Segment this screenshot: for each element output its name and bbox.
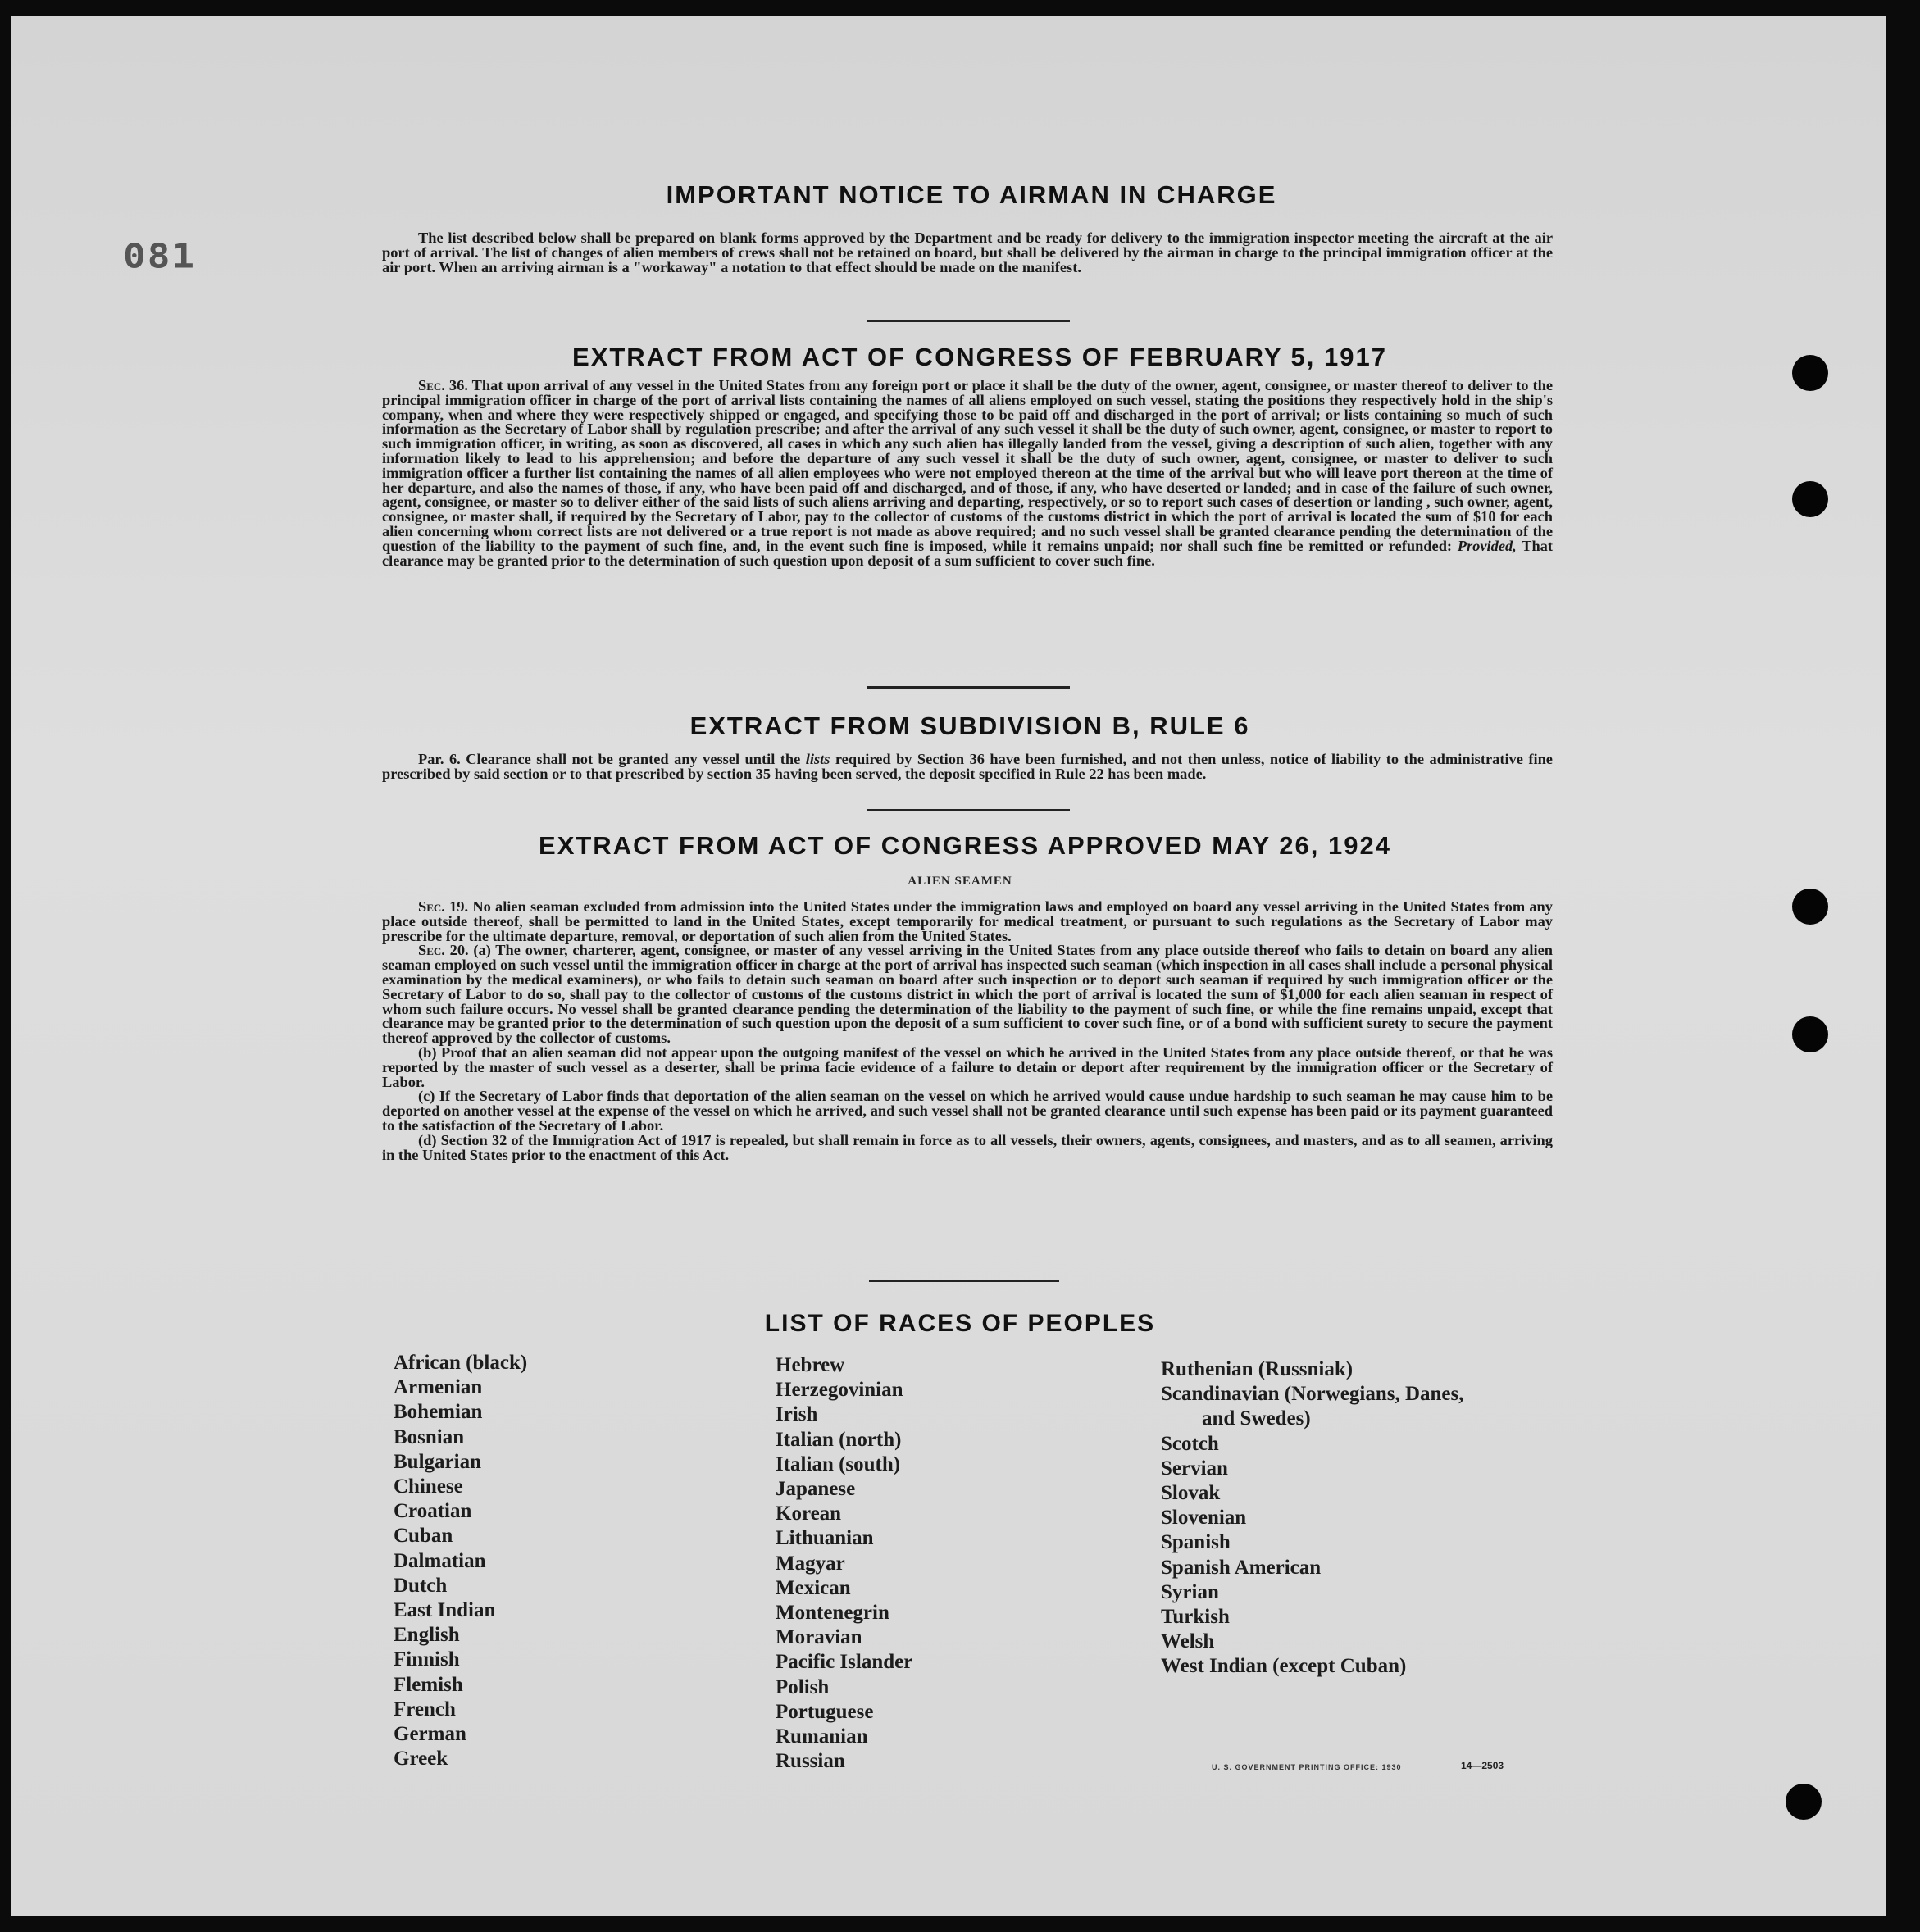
race-item: Korean [776, 1502, 842, 1525]
race-item: Lithuanian [776, 1527, 874, 1550]
divider-4 [869, 1280, 1059, 1282]
race-item: African (black) [394, 1352, 528, 1374]
rule-6-body [382, 752, 1553, 782]
race-item: East Indian [394, 1599, 496, 1622]
races-column-1 [394, 1351, 527, 1771]
binder-hole-3 [1792, 889, 1828, 925]
race-item: Servian [1161, 1457, 1228, 1480]
race-item: Welsh [1161, 1630, 1215, 1653]
race-item: Slovak [1161, 1482, 1221, 1505]
race-item: Magyar [776, 1552, 845, 1575]
race-item: Spanish American [1161, 1556, 1322, 1579]
race-item: Russian [776, 1750, 845, 1773]
rule-6-text-end: required by Section 36 have been furnished, and not then unless, notice of liability to the administrative fine prescribed by said section or to that prescribed by section 35 having been served, the deposit specified in Rule 22 has been made. [382, 751, 1553, 782]
races-column-3 [1161, 1357, 1464, 1680]
race-item: Bulgarian [394, 1450, 481, 1473]
sec-20a-text: (a) The owner, charterer, agent, consignee, or master of any vessel arriving in the United States from any place outside thereof who fails to detain on board any alien seaman employed on such vessel until the immigration officer in charge at the port of arrival has inspected such seaman (which inspection in all cases shall include a personal physical examination by the medical examiners), or who fails to detain such seaman on board after such inspection or to deport such seaman if required by such immigration officer or the Secretary of Labor to do so, shall pay to the collector of customs of the customs district in which the port of arrival is located the sum of $1,000 for each alien seaman in respect of whom such failure occurs. No vessel shall be granted clearance pending the determination of the liability to the payment of such fine, or while the fine remains unpaid, except that clearance may be granted prior to the determination of such question upon the deposit of a sum sufficient to cover such fine, or of a bond with sufficient surety to secure the payment thereof approved by the collector of customs. [382, 942, 1553, 1047]
binder-hole-4 [1792, 1016, 1828, 1052]
provided-word: Provided, [1457, 537, 1517, 554]
race-item: Turkish [1161, 1606, 1230, 1629]
sec-19-paragraph [382, 900, 1553, 943]
race-item: French [394, 1698, 456, 1721]
races-title: LIST OF RACES OF PEOPLES [764, 1310, 1156, 1337]
act-1924-title: EXTRACT FROM ACT OF CONGRESS APPROVED MAY 26, 1924 [539, 831, 1391, 860]
race-item: Croatian [394, 1500, 472, 1523]
sec-20b-paragraph [382, 1043, 1553, 1090]
notice-body [382, 231, 1553, 275]
sec-20b-text: (b) Proof that an alien seaman did not appear upon the outgoing manifest of the vessel on which he arrived in the United States from any place outside thereof, or that he was reported by the master of such vessel as a deserter, shall be prima facie evidence of a failure to detain or deport after requirement by the immigration officer or the Secretary of Labor. [382, 1043, 1553, 1090]
sec-20d-text: (d) Section 32 of the Immigration Act of 1917 is repealed, but shall remain in force as to all vessels, their owners, agents, consignees, and masters, and as to all seamen, arriving in the United States prior to the enactment of this Act. [382, 1131, 1553, 1163]
race-item: Polish [776, 1675, 830, 1698]
margin-annotation: 081 [123, 235, 197, 276]
race-item: English [394, 1624, 460, 1647]
binder-hole-2 [1792, 481, 1828, 517]
race-item: Scandinavian (Norwegians, Danes, [1161, 1383, 1464, 1406]
race-item: Scotch [1161, 1432, 1219, 1455]
sec-36-label: Sec. 36. [418, 377, 468, 393]
notice-text: The list described below shall be prepared on blank forms approved by the Department and be ready for delivery to the immigration inspector meeting the aircraft at the air port of arrival. The list of changes of alien members of crews shall not be retained on board, but shall be delivered by the airman in charge to the principal immigration officer at the air port. When an arriving airman is a "workaway" a notation to that effect should be made on the manifest. [382, 230, 1553, 275]
race-item: Italian (south) [776, 1452, 901, 1475]
alien-seamen-subtitle: ALIEN SEAMEN [908, 875, 1012, 888]
divider-1 [867, 320, 1070, 322]
sec-20a-paragraph [382, 943, 1553, 1046]
binder-hole-5 [1786, 1784, 1822, 1820]
race-item: Slovenian [1161, 1507, 1247, 1530]
race-item: Dalmatian [394, 1549, 486, 1572]
race-item: Ruthenian (Russniak) [1161, 1358, 1354, 1380]
sec-36-text: That upon arrival of any vessel in the United States from any foreign port or place it shall be the duty of the owner, agent, consignee, or master thereof to deliver to the principal immigration officer in charge of the port of arrival lists containing the names of all aliens employed on such vessel, stating the positions they respectively hold in the ship's company, when and where they were respectively shipped or engaged, and specifying those to be paid off and discharged in the port of arrival; or lists containing so much of such information as the Secretary of Labor shall by regulation prescribe; and after the arrival of any such vessel it shall be the duty of such owner, agent, consignee, or master to report to such immigration officer, in writing, as soon as discovered, all cases in which any such alien has illegally landed from the vessel, giving a description of such alien, together with any information likely to lead to his apprehension; and before the departure of any such vessel it shall be the duty of such owner, agent, consignee, or master to deliver to such immigration officer a further list containing the names of all alien employees who were not employed thereon at the time of the arrival but who will leave port thereon at the time of her departure, and also the names of those, if any, who have been paid off and discharged, and of those, if any, who have deserted or landed; and in case of the failure of such owner, agent, consignee, or master so to deliver either of the said lists of such aliens arriving and departing, respectively, or so to report such cases of desertion or landing , such owner, agent, consignee, or master shall, if required by the Secretary of Labor, pay to the collector of customs of the customs district in which the port of arrival is located the sum of $10 for each alien concerning whom correct lists are not delivered or a true report is not made as above required; and no such vessel shall be granted clearance pending the determination of the question of the liability to the payment of such fine, and, in the event such fine is imposed, while it remains unpaid; nor shall such fine be remitted or refunded: [382, 377, 1553, 554]
sec-20-label: Sec. 20. [418, 942, 469, 959]
divider-3 [867, 809, 1070, 811]
sec-20c-text: (c) If the Secretary of Labor finds that deportation of the alien seaman on the vessel on which he arrived would cause undue hardship to such seaman he may cause him to be deported on another vessel at the expense of the vessel on which he arrived, and such vessel shall not be granted clearance until such expense has been paid or its payment guaranteed to the satisfaction of the Secretary of Labor. [382, 1088, 1553, 1134]
race-item: Dutch [394, 1574, 448, 1597]
race-item: Japanese [776, 1478, 856, 1501]
rule-6-text-start: Clearance shall not be granted any vessel until the [466, 751, 801, 767]
divider-2 [867, 686, 1070, 689]
sec-19-text: No alien seaman excluded from admission into the United States under the immigration laws and employed on board any vessel arriving in the United States from any place outside thereof, shall be permitted to land in the United States, except temporarily for medical treatment, or pursuant to such regulations as the Secretary of Labor may prescribe for the ultimate departure, removal, or deportation of such alien from the United States. [382, 898, 1553, 944]
race-item: Hebrew [776, 1354, 845, 1376]
race-item: Mexican [776, 1576, 851, 1599]
race-item: West Indian (except Cuban) [1161, 1655, 1407, 1678]
race-item: Spanish [1161, 1531, 1231, 1554]
rule-6-title: EXTRACT FROM SUBDIVISION B, RULE 6 [689, 711, 1250, 740]
par-6-label: Par. 6. [418, 751, 461, 767]
race-item: and Swedes) [1202, 1407, 1311, 1430]
sec-19-label: Sec. 19. [418, 898, 469, 915]
lists-word: lists [805, 751, 830, 767]
races-column-2 [776, 1353, 912, 1774]
race-item: Herzegovinian [776, 1379, 903, 1402]
race-item: Irish [776, 1403, 818, 1426]
race-item: Italian (north) [776, 1428, 902, 1451]
race-item: Flemish [394, 1673, 463, 1696]
race-item: Finnish [394, 1648, 460, 1671]
act-1924-body [382, 900, 1553, 1162]
act-1917-body [382, 379, 1553, 568]
race-item: German [394, 1723, 466, 1746]
sec-20c-paragraph [382, 1089, 1553, 1133]
act-1917-title: EXTRACT FROM ACT OF CONGRESS OF FEBRUARY 5, 1917 [572, 343, 1387, 371]
form-number: 14—2503 [1461, 1760, 1504, 1771]
notice-title: IMPORTANT NOTICE TO AIRMAN IN CHARGE [666, 180, 1277, 209]
race-item: Greek [394, 1748, 448, 1771]
race-item: Cuban [394, 1525, 453, 1548]
race-item: Montenegrin [776, 1602, 889, 1625]
race-item: Armenian [394, 1376, 483, 1399]
race-item: Syrian [1161, 1580, 1219, 1603]
race-item: Moravian [776, 1626, 862, 1649]
race-item: Rumanian [776, 1725, 868, 1748]
race-item: Chinese [394, 1475, 463, 1498]
race-item: Bohemian [394, 1401, 483, 1424]
printing-office-imprint: U. S. GOVERNMENT PRINTING OFFICE: 1930 [1212, 1763, 1402, 1771]
race-item: Portuguese [776, 1700, 874, 1723]
sec-20d-paragraph [382, 1131, 1553, 1163]
race-item: Pacific Islander [776, 1651, 913, 1674]
sec-36-text-end: That clearance may be granted prior to the determination of such question upon deposit of a sum sufficient to cover such fine. [382, 537, 1553, 569]
race-item: Bosnian [394, 1425, 465, 1448]
